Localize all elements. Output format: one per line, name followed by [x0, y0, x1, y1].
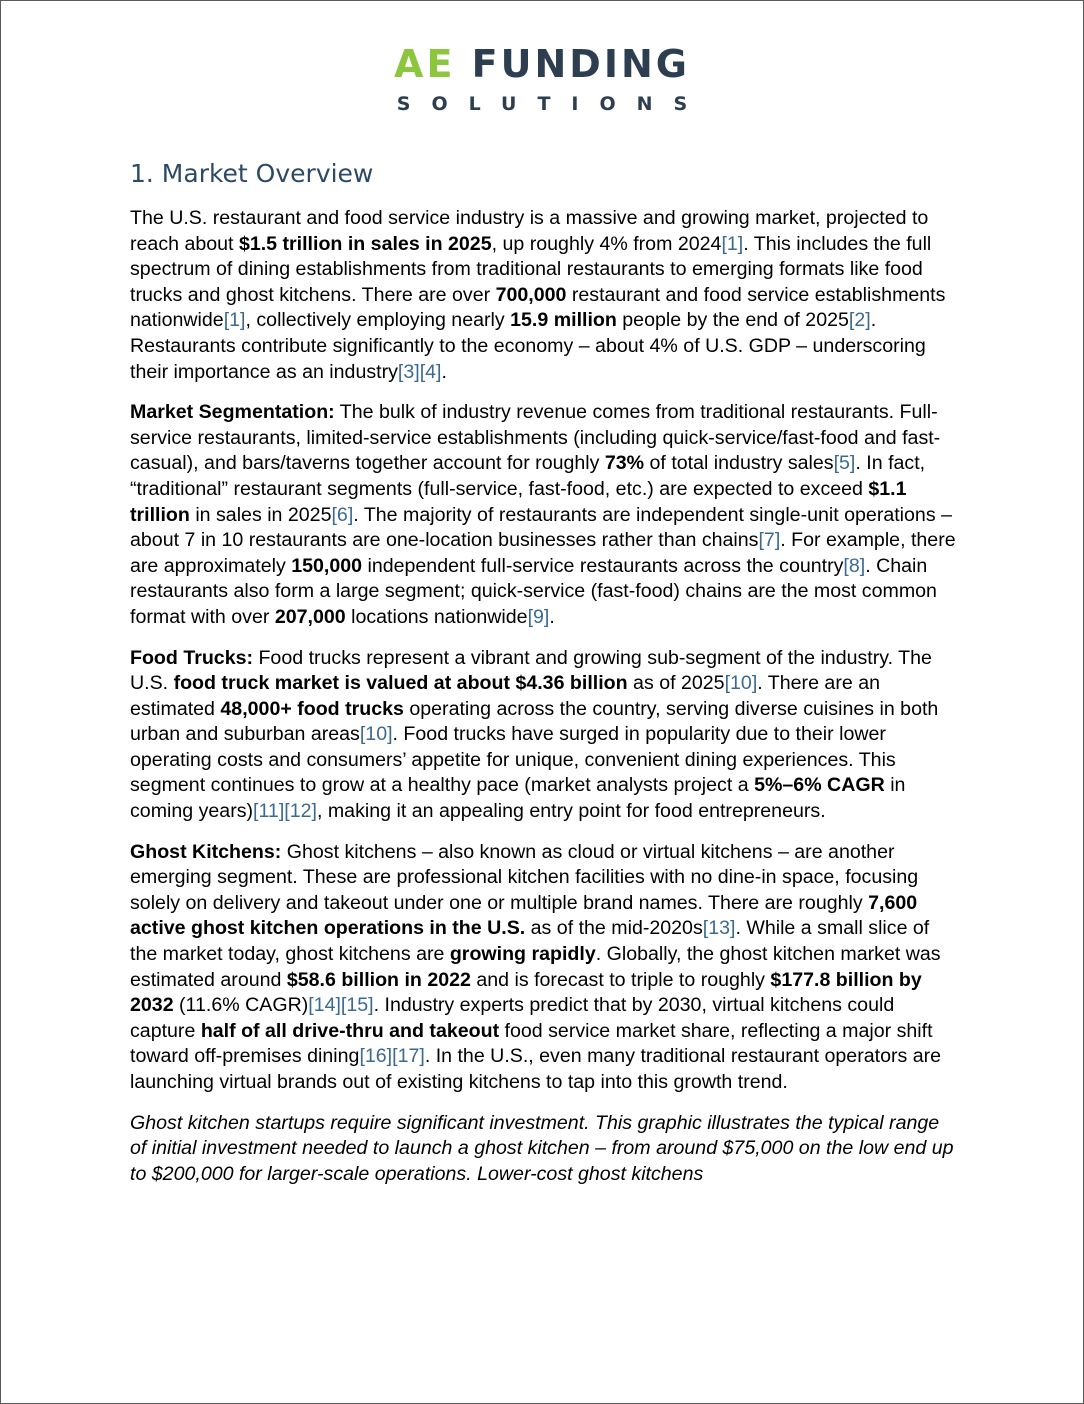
text: food service market share, reflecting a major shift toward off-premises dining: [130, 1019, 933, 1068]
bold-text: $177.8 billion by 2032: [130, 968, 922, 1017]
bold-text: food truck market is valued at about $4.36 billion: [173, 672, 628, 695]
text: . Industry experts predict that by 2030, virtual kitchens could capture: [130, 994, 895, 1042]
bold-text: 7,600 active ghost kitchen operations in the U.S.: [130, 891, 918, 940]
bold-text: 48,000+ food trucks: [220, 697, 404, 720]
text: and is forecast to triple to roughly: [470, 968, 771, 991]
text: operating across the country, serving diverse cuisines in both urban and suburban areas: [130, 697, 939, 746]
text: . Globally, the ghost kitchen market was estimated around: [130, 943, 941, 991]
logo-wordmark: [1, 41, 1083, 87]
text: The U.S. restaurant and food service industry is a massive and growing market, projected to reach about: [130, 207, 929, 255]
logo-funding: FUNDING: [471, 42, 690, 86]
text: of total industry sales: [644, 452, 834, 475]
citation-link[interactable]: [10]: [724, 672, 758, 695]
text: .: [441, 360, 447, 383]
text: , collectively employing nearly: [245, 309, 511, 332]
text: independent full-service restaurants across the country: [362, 554, 844, 577]
bold-text: $1.5 trillion in sales in 2025: [238, 232, 492, 255]
paragraph-label: Ghost Kitchens:: [130, 840, 282, 863]
text: . The majority of restaurants are independent single-unit operations – about 7 in 10 restaurants are one-location businesses rather than chains: [130, 503, 952, 552]
text: people by the end of 2025: [616, 309, 849, 332]
image-caption: Ghost kitchen startups require significant investment. This graphic illustrates the typical range of initial investment needed to launch a ghost kitchen – from around $75,000 on the low end up to $200,000 for larger-scale operations. Lower-cost ghost kitchens: [130, 1111, 954, 1185]
citation-link[interactable]: [13]: [702, 917, 736, 940]
bold-text: 207,000: [274, 605, 346, 628]
citation-link[interactable]: [9]: [527, 605, 550, 628]
paragraph-label: Food Trucks:: [130, 646, 254, 669]
citation-link[interactable]: [16][17]: [359, 1045, 425, 1068]
text: as of 2025: [627, 672, 725, 695]
citation-link[interactable]: [5]: [833, 452, 856, 475]
citation-link[interactable]: [10]: [359, 723, 393, 746]
bold-text: half of all drive-thru and takeout: [200, 1019, 500, 1042]
text: (11.6% CAGR): [173, 994, 309, 1017]
paragraph-overview: [130, 206, 960, 385]
bold-text: $58.6 billion in 2022: [286, 968, 471, 991]
citation-link[interactable]: [2]: [848, 309, 871, 332]
citation-link[interactable]: [11][12]: [253, 800, 317, 823]
bold-text: 5%–6% CAGR: [754, 774, 885, 797]
bold-text: $1.1 trillion: [130, 477, 907, 526]
company-logo: [1, 41, 1083, 115]
text: as of the mid-2020s: [525, 917, 703, 940]
text: . There are an estimated: [130, 672, 880, 720]
citation-link[interactable]: [3][4]: [397, 360, 442, 383]
paragraph-label: Market Segmentation:: [130, 401, 335, 424]
text: , up roughly 4% from 2024: [491, 232, 722, 255]
bold-text: growing rapidly: [449, 943, 596, 966]
text: . This includes the full spectrum of dining establishments from traditional restaurants to emerging formats like food trucks and ghost kitchens. There are over: [130, 232, 932, 306]
paragraph-market-segmentation: [130, 400, 960, 630]
logo-ae: AE: [394, 42, 456, 86]
citation-link[interactable]: [7]: [758, 529, 781, 552]
bold-text: 73%: [604, 452, 645, 475]
text: in sales in 2025: [189, 503, 332, 526]
text: . Food trucks have surged in popularity due to their lower operating costs and consumers’ appetite for unique, convenient dining experiences. This segment continues to grow at a healthy pace (market analysts project a: [130, 723, 896, 797]
text: . In fact, “traditional” restaurant segments (full-service, fast-food, etc.) are expected to exceed: [130, 452, 926, 500]
text: . Chain restaurants also form a large segment; quick-service (fast-food) chains are the most common format with over: [130, 554, 937, 628]
text: . For example, there are approximately: [130, 529, 956, 577]
bold-text: 700,000: [495, 283, 567, 306]
citation-link[interactable]: [1]: [721, 232, 744, 255]
bold-text: 15.9 million: [510, 309, 617, 332]
text: Food trucks represent a vibrant and growing sub-segment of the industry. The U.S.: [130, 646, 932, 695]
paragraph-ghost-kitchens: [130, 840, 960, 1096]
text: restaurant and food service establishments nationwide: [130, 283, 946, 332]
text: . Restaurants contribute significantly to the economy – about 4% of U.S. GDP – underscoring their importance as an industry: [130, 309, 926, 383]
paragraph-food-trucks: [130, 646, 960, 825]
section-heading: 1. Market Overview: [130, 159, 374, 188]
citation-link[interactable]: [6]: [331, 503, 354, 526]
text: , making it an appealing entry point for food entrepreneurs.: [316, 800, 826, 823]
citation-link[interactable]: [14][15]: [308, 994, 374, 1017]
text: The bulk of industry revenue comes from traditional restaurants. Full-service restaurants, limited-service establishments (including quick-service/fast-food and fast-casual), and bars/taverns together account for roughly: [130, 401, 941, 475]
text: .: [549, 605, 555, 628]
text: . In the U.S., even many traditional restaurant operators are launching virtual brands out of existing kitchens to tap into this growth trend.: [130, 1045, 942, 1093]
text: in coming years): [130, 774, 906, 823]
text: . While a small slice of the market today, ghost kitchens are: [130, 917, 930, 966]
bold-text: 150,000: [291, 554, 363, 577]
text: Ghost kitchens – also known as cloud or virtual kitchens – are another emerging segment. These are professional kitchen facilities with no dine-in space, focusing solely on delivery and takeout under one or multiple brand names. There are roughly: [130, 840, 919, 914]
document-body: [130, 158, 960, 1202]
logo-solutions: SOLUTIONS: [396, 93, 709, 115]
citation-link[interactable]: [8]: [843, 554, 866, 577]
text: locations nationwide: [345, 605, 528, 628]
citation-link[interactable]: [1]: [223, 309, 246, 332]
